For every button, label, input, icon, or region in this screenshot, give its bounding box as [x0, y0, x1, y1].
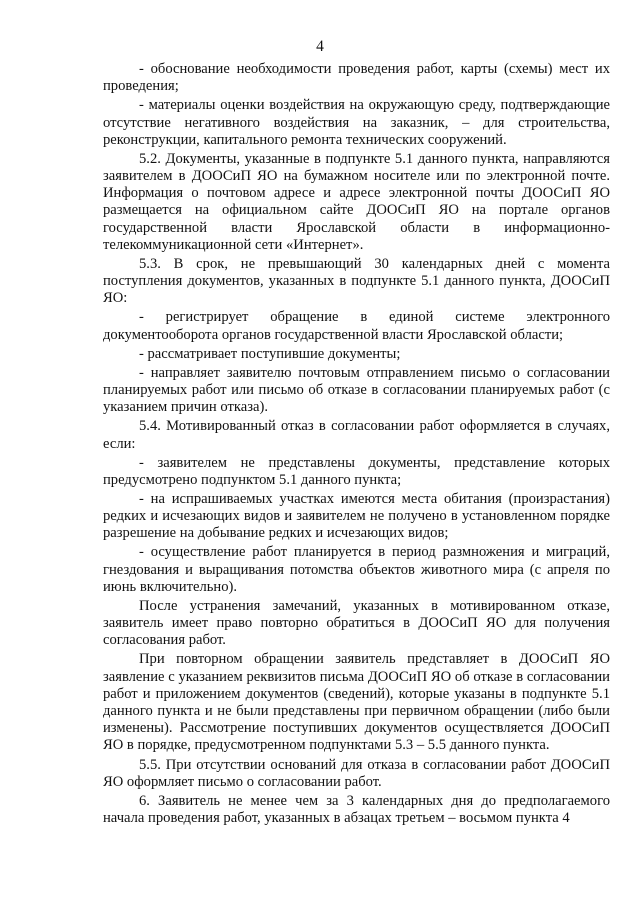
paragraph: - направляет заявителю почтовым отправлением письмо о согласовании планируемых работ или письмо об отказе в согласовании планируемых работ (с указанием причин отказа).: [103, 364, 610, 416]
paragraph: - материалы оценки воздействия на окружающую среду, подтверждающие отсутствие негативного воздействия на заказник, – для строительства, реконструкции, капитального ремонта технических сооружений.: [103, 97, 610, 148]
paragraph: 5.4. Мотивированный отказ в согласовании работ оформляется в случаях, если:: [103, 418, 610, 452]
paragraph: При повторном обращении заявитель представляет в ДООСиП ЯО заявление с указанием реквизитов письма ДООСиП ЯО об отказе в согласовании работ и приложением документов (сведений), которые указаны в подпункте 5.1 данного пункта и не были представлены при первичном обращении (либо были изменены). Рассмотрение поступивших документов осуществляется ДООСиП ЯО в порядке, предусмотренном подпунктами 5.3 – 5.5 данного пункта.: [103, 651, 610, 754]
paragraph: - рассматривает поступившие документы;: [139, 345, 401, 362]
page-number: 4: [316, 38, 324, 55]
paragraph: - обоснование необходимости проведения работ, карты (схемы) мест их проведения;: [103, 61, 610, 95]
paragraph: - регистрирует обращение в единой системе электронного документооборота органов государственной власти Ярославской области;: [103, 309, 610, 343]
document-body: [103, 61, 610, 829]
paragraph: 5.5. При отсутствии оснований для отказа в согласовании работ ДООСиП ЯО оформляет письмо о согласовании работ.: [103, 756, 610, 790]
paragraph: 5.2. Документы, указанные в подпункте 5.1 данного пункта, направляются заявителем в ДООСиП ЯО на бумажном носителе или по электронной почте. Информация о почтовом адресе и адресе электронной почты ДООСиП ЯО размещается на официальном сайте ДООСиП ЯО на портале органов государственной власти Ярославской области в информационно-телекоммуникационной сети «Интернет».: [103, 150, 610, 253]
paragraph: - на испрашиваемых участках имеются места обитания (произрастания) редких и исчезающих видов и заявителем не получено в установленном порядке разрешение на добывание редких и исчезающих видов;: [103, 490, 610, 542]
paragraph: - заявителем не представлены документы, представление которых предусмотрено подпунктом 5.1 данного пункта;: [103, 454, 610, 488]
paragraph: 5.3. В срок, не превышающий 30 календарных дней с момента поступления документов, указанных в подпункте 5.1 данного пункта, ДООСиП ЯО:: [103, 255, 610, 307]
paragraph: - осуществление работ планируется в период размножения и миграций, гнездования и выращивания потомства объектов животного мира (с апреля по июнь включительно).: [103, 544, 610, 595]
paragraph: После устранения замечаний, указанных в мотивированном отказе, заявитель имеет право повторно обратиться в ДООСиП ЯО для получения согласования работ.: [103, 597, 610, 649]
paragraph: 6. Заявитель не менее чем за 3 календарных дня до предполагаемого начала проведения работ, указанных в абзацах третьем – восьмом пункта 4: [103, 792, 610, 826]
